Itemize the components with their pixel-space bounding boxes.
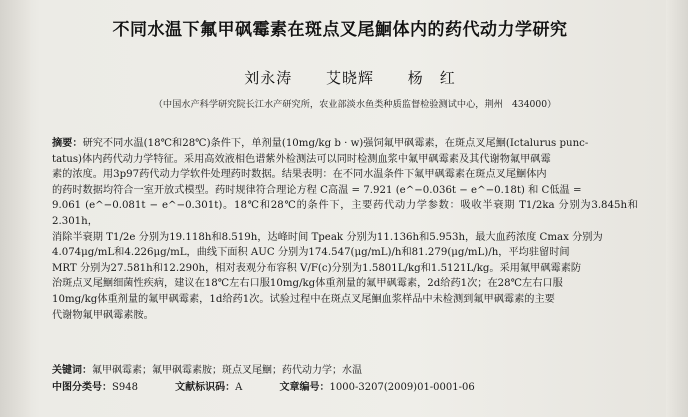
article-no-value: 1000-3207(2009)01-0001-06 — [329, 382, 475, 393]
keywords-text: 氟甲砜霉素；氟甲砜霉素胺；斑点叉尾鮰；药代动力学；水温 — [92, 365, 362, 376]
abstract-line: 的药时数据均符合一室开放式模型。药时规律符合理论方程 C高温 = 7.921 (e^−0.036t − e^−0.18t) 和 C低温 = — [52, 184, 582, 196]
author-affiliation: （中国水产科学研究院长江水产研究所，农业部淡水鱼类种质监督检验测试中心，荆州 434000） — [153, 99, 557, 110]
page-right-edge — [666, 0, 688, 417]
abstract-line: 4.074μg/mL和4.226μg/mL，曲线下面积 AUC 分别为174.547(μg/mL)/h和81.279(μg/mL)/h，平均驻留时间 — [52, 247, 570, 259]
doc-code-label: 文献标识码： — [175, 382, 236, 393]
clc-value: S948 — [112, 382, 138, 393]
abstract-line: 素的浓度。用3p97药代动力学软件处理药时数据。结果表明：在不同水温条件下氟甲砜霉素在斑点叉尾鮰体内 — [52, 169, 547, 181]
page-left-edge — [0, 0, 30, 417]
abstract-block — [52, 136, 638, 323]
abstract-line: 治斑点叉尾鮰细菌性疾病，建议在18℃左右口服10mg/kg体重剂量的氟甲砜霉素，2d给药1次；在28℃左右口服 — [52, 278, 563, 290]
abstract-line: 10mg/kg体重剂量的氟甲砜霉素，1d给药1次。试验过程中在斑点叉尾鮰血浆样品中未检测到氟甲砜霉素的主要 — [52, 293, 555, 305]
classification-line — [52, 380, 638, 396]
abstract-line: 消除半衰期 T1/2e 分别为19.118h和8.519h，达峰时间 Tpeak 分别为11.136h和5.953h，最大血药浓度 Cmax 分别为 — [52, 231, 603, 243]
abstract-line: tatus)体内药代动力学特征。采用高效液相色谱紫外检测法可以同时检测血浆中氟甲砜霉素及其代谢物氟甲砜霉 — [52, 153, 551, 165]
abstract-label: 摘要： — [52, 138, 83, 149]
abstract-line: 代谢物氟甲砜霉素胺。 — [52, 309, 154, 321]
abstract-line: MRT 分别为27.581h和12.290h，相对表观分布容积 V/F(c)分别为1.5801L/kg和1.5121L/kg。采用氟甲砜霉素防 — [52, 262, 582, 274]
article-number — [280, 382, 475, 393]
paper-title: 不同水温下氟甲砜霉素在斑点叉尾鮰体内的药代动力学研究 — [112, 20, 568, 40]
document-code — [175, 382, 242, 393]
author-name: 艾晓辉 — [325, 69, 374, 87]
clc-number — [52, 382, 138, 393]
abstract-line: 研究不同水温(18℃和28℃)条件下，单剂量(10mg/kg b · w)强饲氟甲砜霉素，在斑点叉尾鮰(Ictalurus punc- — [82, 138, 589, 149]
clc-label: 中图分类号： — [52, 382, 112, 393]
keywords-label: 关键词： — [52, 365, 92, 376]
keywords-line — [52, 363, 638, 379]
abstract-line: 9.061 (e^−0.081t − e^−0.301t)。18℃和28℃的条件下，主要药代动力学参数：吸收半衰期 T1/2ka 分别为3.845h和2.301h， — [52, 200, 638, 227]
doc-code-value: A — [235, 382, 243, 393]
author-name: 刘永涛 — [244, 69, 293, 87]
author-name: 杨 红 — [407, 69, 456, 87]
author-list — [200, 67, 500, 88]
article-no-label: 文章编号： — [279, 382, 330, 393]
